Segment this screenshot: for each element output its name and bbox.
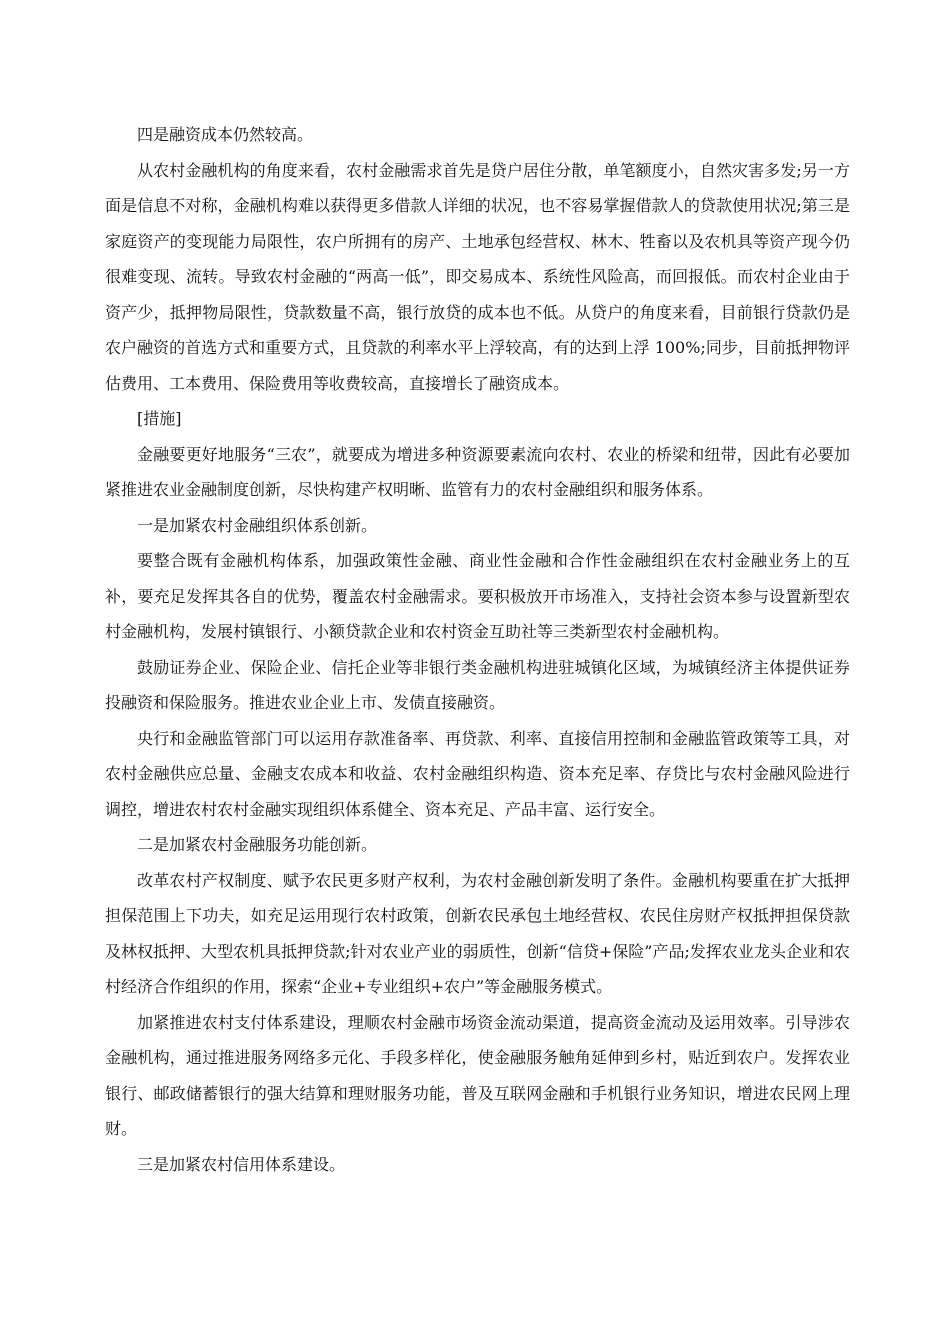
paragraph-organization-innovation-heading: 一是加紧农村金融组织体系创新。: [137, 515, 378, 535]
paragraph-financing-cost-heading: 四是融资成本仍然较高。: [137, 125, 314, 144]
paragraph-financing-cost-analysis: 从农村金融机构的角度来看，农村金融需求首先是贷户居住分散，单笔额度小，自然灾害多发;另一方面是信息不对称，金融机构难以获得更多借款人详细的状况，也不容易掌握借款人的贷款使用状况;第三是家庭资产的变现能力局限性，农户所拥有的房产、土地承包经营权、林木、牲畜以及农机具等资产现今仍很难变现、流转。导致农村金融的“两高一低”，即交易成本、系统性风险高，而回报低。而农村企业由于资产少，抵押物局限性，贷款数量不高，银行放贷的成本也不低。从贷户的角度来看，目前银行贷款仍是农户融资的首选方式和重要方式，且贷款的利率水平上浮较高，有的达到上浮 100%;同步，目前抵押物评估费用、工本费用、保险费用等收费较高，直接增长了融资成本。: [105, 160, 850, 393]
paragraph-measures-intro: 金融要更好地服务“三农”，就要成为增进多种资源要素流向农村、农业的桥梁和纽带，因此有必要加紧推进农业金融制度创新，尽快构建产权明晰、监管有力的农村金融组织和服务体系。: [105, 444, 850, 499]
paragraph-central-bank-regulation: 央行和金融监管部门可以运用存款准备率、再贷款、利率、直接信用控制和金融监管政策等工具，对农村金融供应总量、金融支农成本和收益、农村金融组织构造、资本充足率、存贷比与农村金融风险进行调控，增进农村农村金融实现组织体系健全、资本充足、产品丰富、运行安全。: [105, 728, 850, 819]
paragraph-property-rights-reform: 改革农村产权制度、赋予农民更多财产权利，为农村金融创新发明了条件。金融机构要重在扩大抵押担保范围上下功夫，如充足运用现行农村政策，创新农民承包土地经营权、农民住房财产权抵押担保贷款及林权抵押、大型农机具抵押贷款;针对农业产业的弱质性，创新“信贷+保险”产品;发挥农业龙头企业和农村经济合作组织的作用，探索“企业+专业组织+农户”等金融服务模式。: [105, 870, 850, 996]
document-body: [105, 117, 850, 1182]
paragraph-payment-system: 加紧推进农村支付体系建设，理顺农村金融市场资金流动渠道，提高资金流动及运用效率。引导涉农金融机构，通过推进服务网络多元化、手段多样化，使金融服务触角延伸到乡村，贴近到农户。发挥农业银行、邮政储蓄银行的强大结算和理财服务功能，普及互联网金融和手机银行业务知识，增进农民网上理财。: [105, 1012, 850, 1138]
paragraph-non-bank-institutions: 鼓励证券企业、保险企业、信托企业等非银行类金融机构进驻城镇化区域，为城镇经济主体提供证券投融资和保险服务。推进农业企业上市、发债直接融资。: [105, 657, 850, 712]
paragraph-credit-system-heading: 三是加紧农村信用体系建设。: [137, 1154, 346, 1174]
paragraph-measures-heading: [措施]: [137, 409, 182, 428]
paragraph-organization-integration: 要整合既有金融机构体系，加强政策性金融、商业性金融和合作性金融组织在农村金融业务上的互补，要充足发挥其各自的优势，覆盖农村金融需求。要积极放开市场准入，支持社会资本参与设置新型农村金融机构，发展村镇银行、小额贷款企业和农村资金互助社等三类新型农村金融机构。: [105, 551, 850, 641]
paragraph-service-innovation-heading: 二是加紧农村金融服务功能创新。: [137, 835, 378, 854]
